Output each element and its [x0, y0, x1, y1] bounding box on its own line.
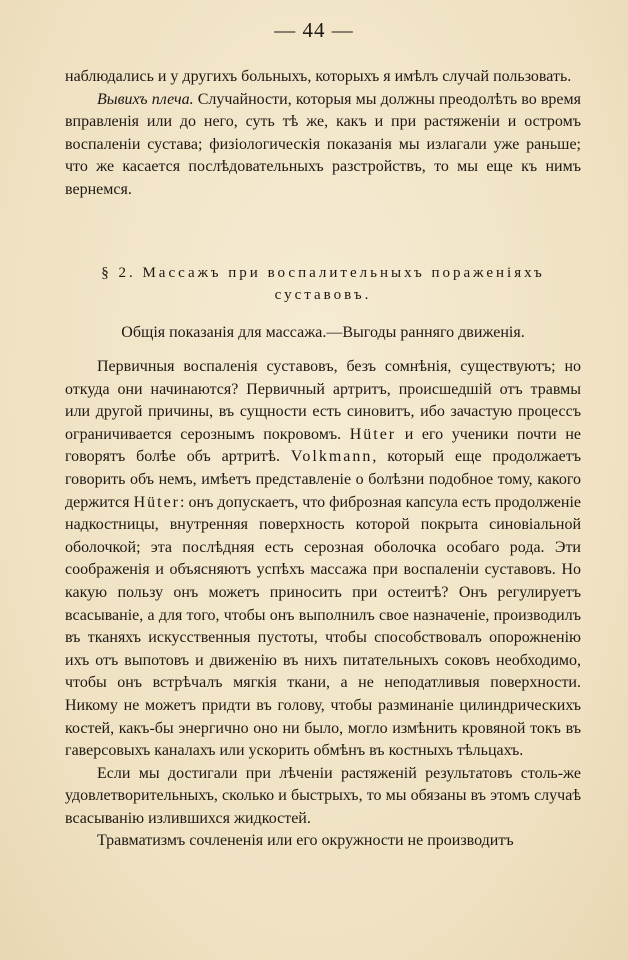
section-subheading: Общія показанія для массажа.—Выгоды ранняго движенія.	[121, 324, 525, 341]
paragraph-shoulder-dislocation	[65, 89, 581, 202]
author-name: Hüter	[133, 493, 181, 511]
text-run: и его ученики почти не говорятъ болѣе объ артритѣ.	[65, 425, 581, 466]
paragraph-primary-inflammations	[65, 356, 581, 763]
paragraph-traumatism: Травматизмъ сочлененія или его окружности не производитъ	[97, 832, 514, 850]
section-heading: § 2. Массажъ при воспалительныхъ пораженіяхъ суставовъ.	[101, 265, 545, 303]
top-text-block	[65, 66, 581, 202]
paragraph-sprain-results: Если мы достигали при лѣченіи растяженій результатовъ столь-же удовлетворительныхъ, сколько и быстрыхъ, то мы обязаны въ этомъ случаѣ всасыванію излившихся жидкостей.	[65, 764, 581, 827]
author-name: Volkmann	[290, 448, 373, 466]
page-number: — 44 —	[274, 18, 354, 42]
author-name: Hüter	[349, 425, 397, 443]
text-run: , который еще продолжаетъ говорить объ немъ, имѣетъ представленіе о болѣзни подобное тому, какого держится	[65, 448, 581, 511]
paragraph-text: Случайности, которыя мы должны преодолѣть во время вправленія или до него, суть тѣ же, какъ и при растяженіи и остромъ воспаленіи сустава; физіологическія показанія мы излагали уже раньше; что же касается послѣдовательныхъ разстройствъ, то мы еще къ нимъ вернемся.	[65, 90, 581, 198]
text-run: Первичныя воспаленія суставовъ, безъ сомнѣнія, существуютъ; но откуда они начинаются? Первичный артритъ, происшедшій отъ травмы или другой причины, въ сущности есть синовитъ, ибо зачастую процессъ ограничивается серознымъ покровомъ.	[65, 358, 581, 443]
paragraph-continuation: наблюдались и у другихъ больныхъ, которыхъ я имѣлъ случай пользовать.	[65, 68, 572, 85]
paragraph-title: Вывихъ плеча.	[97, 90, 194, 108]
main-text-block	[65, 356, 581, 853]
text-run: : онъ допускаетъ, что фиброзная капсула есть продолженіе надкостницы, внутренняя поверхность которой покрыта синовіальной оболочкой; эта послѣдняя есть серозная оболочка особаго рода. Эти соображенія и объясняютъ успѣхъ массажа при воспаленіи суставовъ. Но какую пользу онъ можетъ приносить при остеитѣ? Онъ регулируетъ всасываніе, а для того, чтобы онъ выполнилъ свое назначеніе, производилъ въ тканяхъ искусственныя пустоты, чтобы способствовалъ опорожненію ихъ отъ выпотовъ и движенію въ нихъ питательныхъ соковъ необходимо, чтобы онъ встрѣчалъ мягкія ткани, а не неподатливыя поверхности. Никому не можетъ придти въ голову, чтобы разминаніе цилиндрическихъ костей, какъ-бы энергично оно ни было, могло измѣнить кровяной токъ въ гаверсовыхъ каналахъ или ускорить обмѣнъ въ костныхъ тѣльцахъ.	[65, 493, 581, 760]
